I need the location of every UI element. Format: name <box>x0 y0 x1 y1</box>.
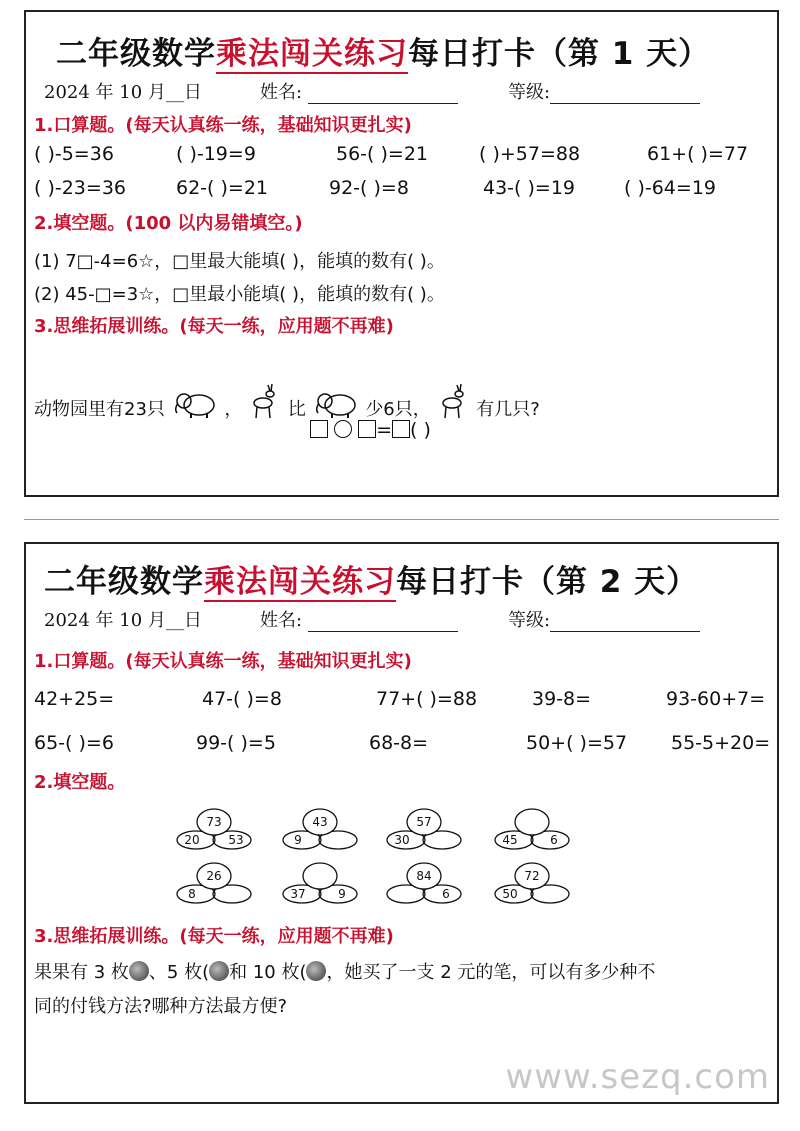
exercise-2-2: 47-( )=8 <box>202 688 282 710</box>
number-bond <box>492 808 572 856</box>
bond-left-value: 9 <box>294 833 302 847</box>
number-bond-shape <box>174 808 254 852</box>
exercise-1-6: ( )-23=36 <box>34 177 126 199</box>
date-field: 2024 年 10 月__日 <box>44 610 202 631</box>
answer-template: = ( ) <box>310 419 431 441</box>
number-bond <box>174 808 254 856</box>
problem-text-d: ，她买了一支 2 元的笔，可以有多少种不 <box>326 962 656 983</box>
name-label: 姓名: <box>260 610 303 631</box>
exercise-1-4: ( )+57=88 <box>479 143 581 165</box>
title-suffix: 每日打卡（第 2 天） <box>396 564 699 600</box>
worksheet-day-2 <box>24 542 779 1104</box>
problem-text-b: ， <box>224 399 243 420</box>
worksheet-day-1 <box>24 10 779 497</box>
exercise-1-1: ( )-5=36 <box>34 143 114 165</box>
exercise-2-4: 39-8= <box>532 688 592 710</box>
exercise-2-6: 65-( )=6 <box>34 732 114 754</box>
number-bond <box>384 862 464 910</box>
exercise-2-1: 42+25= <box>34 688 115 710</box>
name-field[interactable] <box>260 606 458 632</box>
number-bond <box>174 862 254 910</box>
title-highlight: 乘法闯关练习 <box>204 564 396 600</box>
problem-text-c: 比 <box>287 399 306 420</box>
exercise-2-5: 93-60+7= <box>666 688 766 710</box>
name-blank[interactable] <box>308 85 458 104</box>
title-prefix: 二年级数学 <box>56 36 216 72</box>
number-bond-shape <box>384 808 464 852</box>
problem-text-e: 有几只? <box>476 399 540 420</box>
fill-blank-1: (1) 7□-4=6☆，□里最大能填( )，能填的数有( )。 <box>34 251 445 272</box>
section-3-heading: 3.思维拓展训练。(每天一练，应用题不再难) <box>34 926 394 947</box>
unit-blank: ( ) <box>410 419 431 441</box>
page-title <box>44 556 698 601</box>
bond-top-circle <box>515 809 549 835</box>
exercise-1-8: 92-( )=8 <box>329 177 409 199</box>
exercise-1-10: ( )-64=19 <box>624 177 716 199</box>
title-highlight: 乘法闯关练习 <box>216 36 408 72</box>
section-2-heading: 2.填空题。(100 以内易错填空。) <box>34 213 303 234</box>
five-jiao-coin-icon <box>209 961 229 981</box>
exercise-1-7: 62-( )=21 <box>176 177 268 199</box>
exercise-1-2: ( )-19=9 <box>176 143 256 165</box>
grade-blank[interactable] <box>550 85 700 104</box>
word-problem-line-2: 同的付钱方法?哪种方法最方便? <box>34 996 288 1017</box>
bond-left-value: 20 <box>184 833 200 847</box>
answer-box[interactable] <box>358 420 376 438</box>
card-divider <box>24 519 779 520</box>
elephant-icon <box>312 389 360 419</box>
name-blank[interactable] <box>308 613 458 632</box>
problem-text-a: 动物园里有23只 <box>34 399 165 420</box>
number-bond-shape <box>174 862 254 906</box>
bond-top-value: 73 <box>206 815 222 829</box>
watermark: www.sezq.com <box>505 1057 770 1097</box>
section-3-heading: 3.思维拓展训练。(每天一练，应用题不再难) <box>34 316 394 337</box>
bond-left-value: 30 <box>394 833 410 847</box>
bond-right-value: 6 <box>550 833 558 847</box>
name-field[interactable] <box>260 78 458 104</box>
bond-left-value: 45 <box>502 833 518 847</box>
exercise-2-7: 99-( )=5 <box>196 732 276 754</box>
number-bond <box>280 862 360 910</box>
bond-right-value: 53 <box>228 833 244 847</box>
grade-field[interactable] <box>508 606 700 632</box>
word-problem-line-1 <box>34 958 655 984</box>
bond-left-value: 50 <box>502 887 518 901</box>
bond-left-value: 37 <box>290 887 306 901</box>
answer-box[interactable] <box>392 420 410 438</box>
page-title <box>56 28 710 73</box>
elephant-icon <box>171 389 219 419</box>
bond-top-value: 57 <box>416 815 432 829</box>
problem-text-a: 果果有 3 枚 <box>34 962 129 983</box>
one-jiao-coin-icon <box>306 961 326 981</box>
grade-label: 等级: <box>508 610 551 631</box>
bond-top-circle <box>303 863 337 889</box>
title-suffix: 每日打卡（第 1 天） <box>408 36 711 72</box>
bond-right-value: 9 <box>338 887 346 901</box>
section-1-heading: 1.口算题。(每天认真练一练，基础知识更扎实) <box>34 115 412 136</box>
date-field: 2024 年 10 月__日 <box>44 82 202 103</box>
exercise-2-3: 77+( )=88 <box>376 688 478 710</box>
exercise-1-5: 61+( )=77 <box>647 143 749 165</box>
bond-top-value: 43 <box>312 815 328 829</box>
word-problem <box>34 383 540 421</box>
number-bond <box>384 808 464 856</box>
problem-text-b: 、5 枚( <box>148 962 210 983</box>
deer-icon <box>248 383 282 419</box>
grade-blank[interactable] <box>550 613 700 632</box>
fill-blank-2: (2) 45-□=3☆，□里最小能填( )，能填的数有( )。 <box>34 284 445 305</box>
deer-icon <box>437 383 471 419</box>
name-label: 姓名: <box>260 82 303 103</box>
bond-top-value: 72 <box>524 869 540 883</box>
bond-top-value: 26 <box>206 869 222 883</box>
exercise-2-10: 55-5+20= <box>671 732 771 754</box>
exercise-1-9: 43-( )=19 <box>483 177 575 199</box>
number-bond-shape <box>384 862 464 906</box>
grade-label: 等级: <box>508 82 551 103</box>
section-1-heading: 1.口算题。(每天认真练一练，基础知识更扎实) <box>34 651 412 672</box>
one-yuan-coin-icon <box>129 961 149 981</box>
number-bond-shape <box>280 808 360 852</box>
answer-box[interactable] <box>310 420 328 438</box>
problem-text-c: 和 10 枚( <box>229 962 307 983</box>
exercise-2-8: 68-8= <box>369 732 429 754</box>
problem-text-d: 少6只， <box>365 399 431 420</box>
exercise-1-3: 56-( )=21 <box>336 143 428 165</box>
number-bond <box>280 808 360 856</box>
number-bond-shape <box>492 862 572 906</box>
number-bond-shape <box>492 808 572 852</box>
exercise-2-9: 50+( )=57 <box>526 732 628 754</box>
title-prefix: 二年级数学 <box>44 564 204 600</box>
bond-top-value: 84 <box>416 869 432 883</box>
number-bond <box>492 862 572 910</box>
section-2-heading: 2.填空题。 <box>34 772 126 793</box>
bond-right-value: 6 <box>442 887 450 901</box>
grade-field[interactable] <box>508 78 700 104</box>
number-bond-shape <box>280 862 360 906</box>
operator-circle[interactable] <box>334 420 352 438</box>
bond-left-value: 8 <box>188 887 196 901</box>
